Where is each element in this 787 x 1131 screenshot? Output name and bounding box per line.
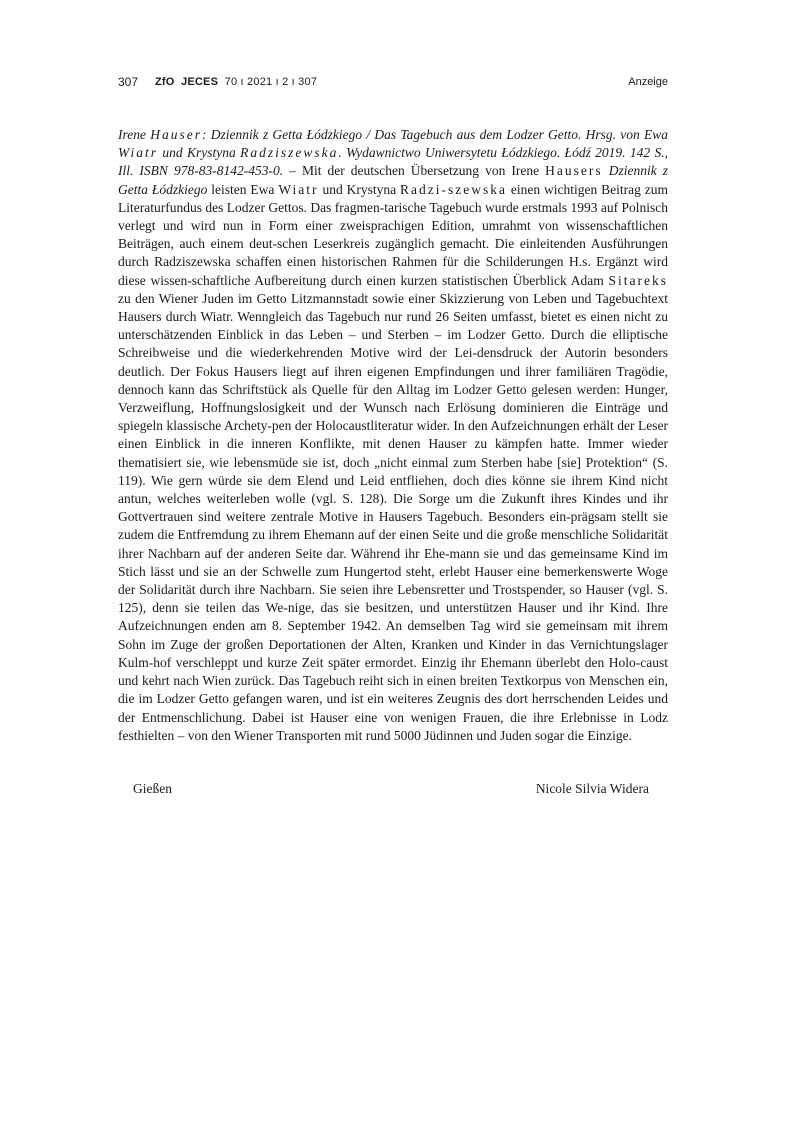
name-radzi: Radzi-: [400, 181, 448, 197]
section-label: Anzeige: [628, 76, 668, 88]
book-title: : Dziennik z Getta Łódzkiego / Das Tagebuch aus dem Lodzer Getto. Hrsg. von Ewa: [201, 127, 669, 142]
author-last-name: Hauser: [150, 127, 202, 142]
review-text-4: einen wichtigen Beitrag zum Literaturfundus des Lodzer Gettos. Das fragmen-tarische Tagebuch wurde erstmals 1993 auf Polnisch verlegt und wird nun in Form einer zweisprachigen Edition, umrahmt von wissenschaftlichen Beiträgen, auch einem deut-schen Leserkreis zugänglich gemacht. Die einleitenden Ausführungen durch Radziszewska schaffen einen historischen Rahmen für die Schilderungen H.s. Ergänzt wird diese wissen-schaftliche Aufbereitung durch einen kurzen statistischen Überblick Adam: [118, 181, 669, 288]
journal-info: [155, 73, 317, 91]
review-text-2: leisten Ewa: [211, 181, 275, 197]
reviewer-name: Nicole Silvia Widera: [535, 781, 649, 796]
review-text-5: zu den Wiener Juden im Getto Litzmannstadt sowie einer Skizzierung von Leben und Tagebuchtext Hausers durch Wiatr. Wenngleich das Tagebuch nur rund 26 Seiten umfasst, bietet es einen nicht zu unterschätzenden Einblick in das Leben – und Sterben – im Lodzer Getto. Durch die elliptische Schreibweise und die wiederkehrenden Motive wird der Lei-densdruck der Autorin besonders deutlich. Der Fokus Hausers liegt auf ihren eigenen Empfindungen und ihrer familiären Tragödie, dennoch kann das Schriftstück als Quelle für den Alltag im Lodzer Getto gelesen werden: Hunger, Verzweiflung, Hoffnungslosigkeit und der Wunsch nach Erlösung dominieren die Einträge und spiegeln klassische Archety-pen der Holocaustliteratur wider. In den Aufzeichnungen erhält der Leser einen Einblick in die inneren Konflikte, mit denen Hauser zu kämpfen hatte. Immer wieder thematisiert sie, wie lebensmüde sie ist, doch „nicht einmal zum Sterben habe [sie] Protektion“ (S. 119). Wie gern würde sie dem Elend und Leid entfliehen, doch dies könne sie ihrem Kind nicht antun, welches weiterleben wolle (vgl. S. 128). Die Sorge um die Zukunft ihres Kindes und ihr Gottvertrauen sind weitere zentrale Motive in Hausers Tagebuch. Besonders ein-prägsam stellt sie zudem die Entfremdung zu ihrem Ehemann auf der einen Seite und die große menschliche Solidarität ihrer Nachbarn auf der anderen Seite dar. Während ihr Ehe-mann sie und das gemeinsame Kind im Stich lässt und sie an der Schwelle zum Hungertod steht, erlebt Hauser eine bemerkenswerte Woge der Solidarität durch ihre Nachbarn. Sie seien ihre Lebensretter und Trostspender, so Hauser (vgl. S. 125), denn sie teilen das We-nige, das sie besitzen, und unterstützen Hauser und ihr Kind. Ihre Aufzeichnungen enden am 8. September 1942. An demselben Tag wird sie gemeinsam mit ihrem Sohn im Zuge der großen Deportationen der Alten, Kranken und Kinder in das Vernichtungslager Kulm-hof verschleppt und kurze Zeit später ermordet. Einzig ihr Ehemann überlebt den Holo-caust und kehrt nach Wien zurück. Das Tagebuch reiht sich in einen breiten Textkorpus von Menschen ein, die im Lodzer Getto gefangen waren, und ist ein weiteres Zeugnis des dort herrschenden Leides und der Entmenschlichung. Dabei ist Hauser eine von wenigen Frauen, die ihre Erlebnisse in Lodz festhielten – von den Wiener Transporten mit rund 5000 Jüdinnen und Juden sogar die Einzige.: [118, 290, 668, 743]
review-text-3: und Krystyna: [322, 181, 397, 197]
editor-wiatr: Wiatr: [118, 145, 159, 161]
name-szewska: szewska: [448, 181, 507, 197]
journal-code: JECES: [181, 76, 219, 88]
name-sitareks: Sitareks: [608, 272, 668, 288]
name-hausers: Hausers: [545, 163, 603, 179]
publication-details: . Wydawnictwo Uniwersytetu Łódzkiego. Łódź 2019. 142 S., Ill. ISBN 978-83-8142-453-0.: [118, 145, 669, 179]
signoff-place: Gießen: [133, 781, 172, 796]
page-header: [118, 73, 668, 91]
editor-radziszewska: Radziszewska: [240, 145, 339, 161]
journal-abbrev: ZfO: [155, 76, 175, 88]
page-number: 307: [118, 75, 139, 89]
editor-connector: und Krystyna: [162, 145, 236, 161]
diary-title: Dziennik z Getta Łódzkiego: [118, 163, 669, 197]
review-signoff: [133, 780, 649, 798]
review-text-intro: – Mit der deutschen Übersetzung von Irene: [289, 163, 540, 179]
volume-info: 70 ı 2021 ı 2 ı 307: [224, 76, 318, 88]
name-wiatr: Wiatr: [278, 181, 319, 197]
review-paragraph: [118, 126, 668, 745]
review-article: [118, 126, 668, 745]
author-first-name: Irene: [118, 127, 146, 142]
